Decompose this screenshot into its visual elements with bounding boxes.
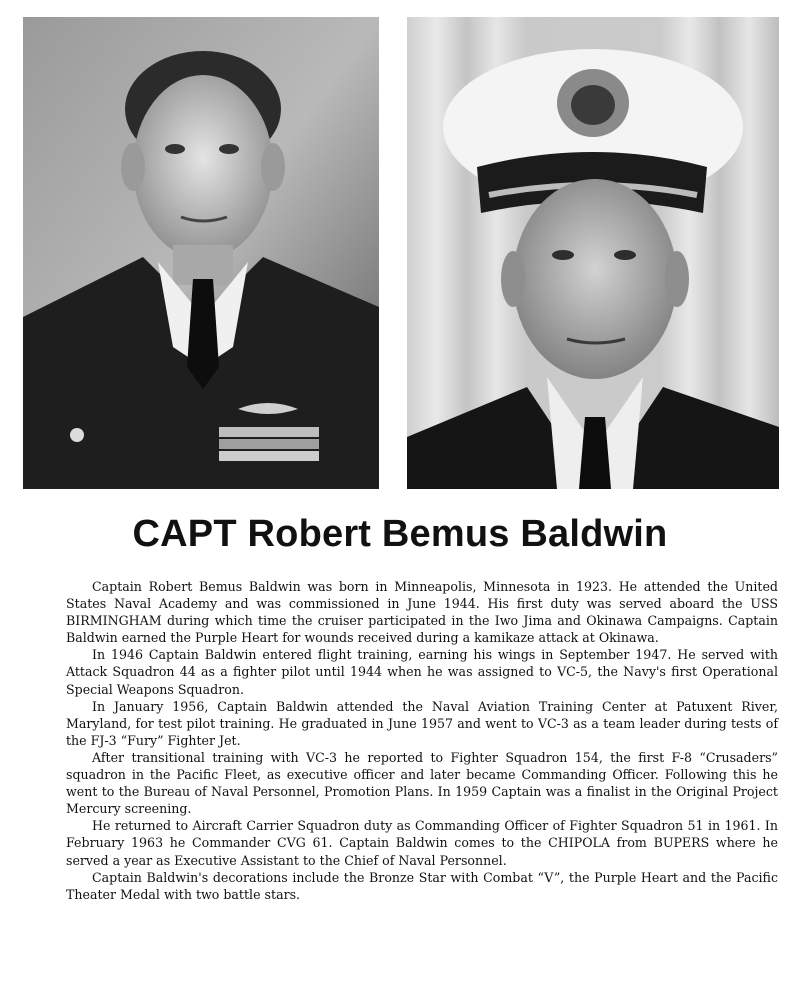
page-title: CAPT Robert Bemus Baldwin (132, 513, 668, 555)
portrait-left-image (23, 17, 379, 489)
bio-paragraph: Captain Robert Bemus Baldwin was born in Minneapolis, Minnesota in 1923. He attended the United States Naval Academy and was commissioned in June 1944. His first duty was served aboard the USS BIRMINGHAM during which time the cruiser participated in the Iwo Jima and Okinawa Campaigns. Captain Baldwin earned the Purple Heart for wounds received during a kamikaze attack at Okinawa. (66, 579, 778, 646)
bio-paragraph: In 1946 Captain Baldwin entered flight training, earning his wings in September 1947. He served with Attack Squadron 44 as a fighter pilot until 1944 when he was assigned to VC-5, the Navy's first Operational Special Weapons Squadron. (66, 647, 778, 697)
biography-text (66, 578, 778, 903)
bio-paragraph: After transitional training with VC-3 he reported to Fighter Squadron 154, the first F-8 “Crusaders” squadron in the Pacific Fleet, as executive officer and later became Commanding Officer. Following this he went to the Bureau of Naval Personnel, Promotion Plans. In 1959 Captain was a finalist in the Original Project Mercury screening. (66, 749, 778, 817)
portrait-photo-left (23, 17, 379, 489)
bio-paragraph: Captain Baldwin's decorations include the Bronze Star with Combat “V”, the Purple Heart and the Pacific Theater Medal with two battle stars. (66, 869, 778, 902)
bio-paragraph: He returned to Aircraft Carrier Squadron duty as Commanding Officer of Fighter Squadron 51 in 1961. In February 1963 he Commander CVG 61. Captain Baldwin comes to the CHIPOLA from BUPERS where he served a year as Executive Assistant to the Chief of Naval Personnel. (66, 818, 778, 868)
portrait-photo-right (407, 17, 779, 489)
portrait-right-image (407, 17, 779, 489)
bio-paragraph: In January 1956, Captain Baldwin attended the Naval Aviation Training Center at Patuxent River, Maryland, for test pilot training. He graduated in June 1957 and went to VC-3 as a team leader during tests of the FJ-3 “Fury” Fighter Jet. (66, 698, 778, 748)
